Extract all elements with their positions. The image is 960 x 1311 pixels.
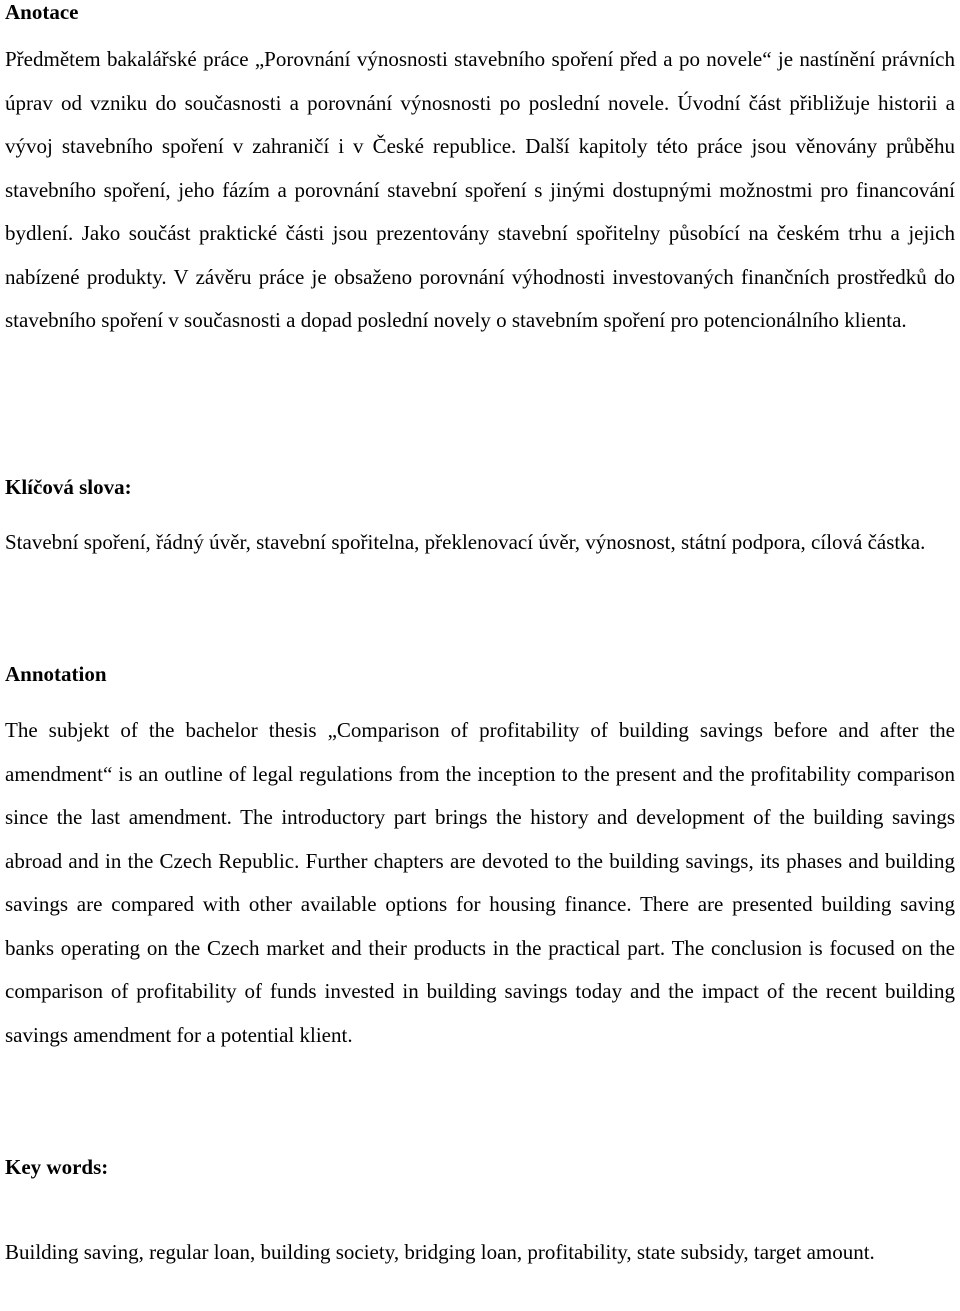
annotation-heading: Annotation bbox=[5, 662, 107, 686]
anotace-heading: Anotace bbox=[5, 0, 79, 24]
klicova-slova-paragraph: Stavební spoření, řádný úvěr, stavební spořitelna, překlenovací úvěr, výnosnost, státní podpora, cílová částka. bbox=[5, 530, 926, 554]
annotation-paragraph: The subjekt of the bachelor thesis „Comparison of profitability of building savings before and after the amendment“ is an outline of legal regulations from the inception to the present and the profitability comparison since the last amendment. The introductory part brings the history and development of the building savings abroad and in the Czech Republic. Further chapters are devoted to the building savings, its phases and building savings are compared with other available options for housing finance. There are presented building saving banks operating on the Czech market and their products in the practical part. The conclusion is focused on the comparison of profitability of funds invested in building savings today and the impact of the recent building savings amendment for a potential klient. bbox=[5, 718, 955, 1047]
key-words-paragraph: Building saving, regular loan, building society, bridging loan, profitability, state subsidy, target amount. bbox=[5, 1240, 875, 1264]
key-words-heading: Key words: bbox=[5, 1155, 109, 1179]
anotace-paragraph: Předmětem bakalářské práce „Porovnání výnosnosti stavebního spoření před a po novele“ je nastínění právních úprav od vzniku do současnosti a porovnání výnosnosti po poslední novele. Úvodní část přibližuje historii a vývoj stavebního spoření v zahraničí i v České republice. Další kapitoly této práce jsou věnovány průběhu stavebního spoření, jeho fázím a porovnání stavební spoření s jinými dostupnými možnostmi pro financování bydlení. Jako součást praktické části jsou prezentovány stavební spořitelny působící na českém trhu a jejich nabízené produkty. V závěru práce je obsaženo porovnání výhodnosti investovaných finančních prostředků do stavebního spoření v současnosti a dopad poslední novely o stavebním spoření pro potencionálního klienta. bbox=[5, 47, 955, 332]
klicova-slova-heading: Klíčová slova: bbox=[5, 475, 132, 499]
